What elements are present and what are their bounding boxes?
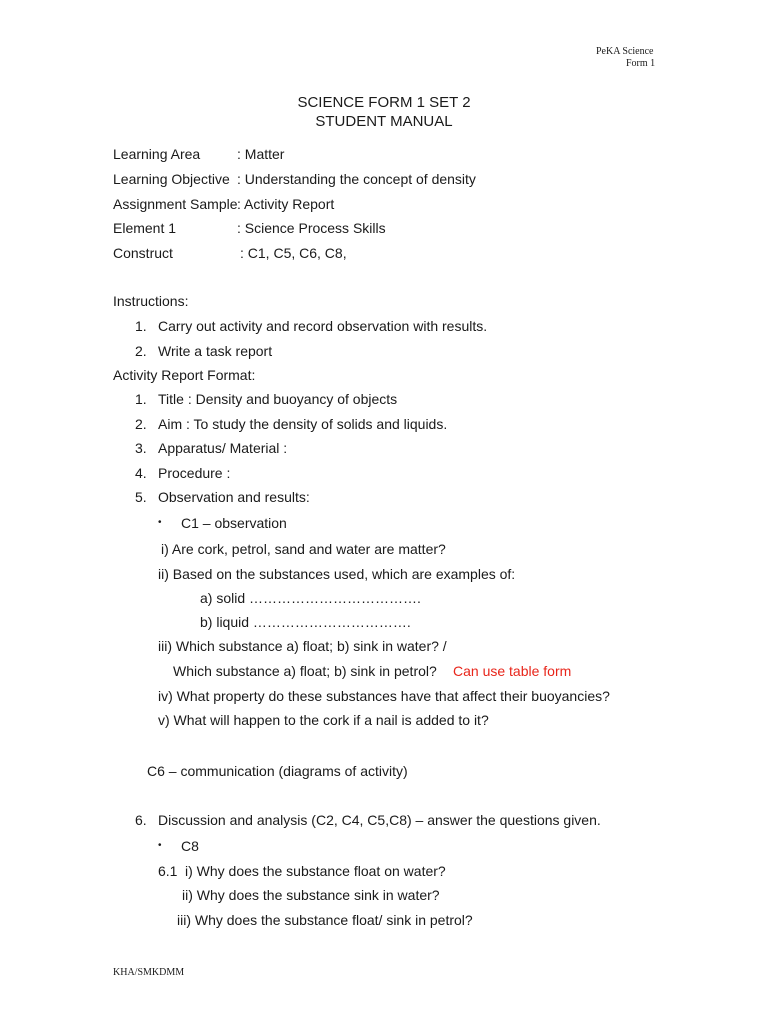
observation-question-2: ii) Based on the substances used, which are examples of: [158, 566, 516, 582]
instruction-num-1: 1. [135, 318, 147, 334]
observation-question-4: iv) What property do these substances have that affect their buoyancies? [158, 688, 610, 704]
instruction-text-2: Write a task report [158, 343, 273, 359]
header-form: Form 1 [626, 58, 656, 69]
meta-label-learning-area: Learning Area [113, 146, 201, 162]
page-title: SCIENCE FORM 1 SET 2 [297, 94, 471, 111]
meta-label-learning-objective: Learning Objective [113, 171, 230, 187]
c6-label: C6 – communication (diagrams of activity) [147, 763, 408, 779]
discussion-question-3: iii) Why does the substance float/ sink in petrol? [177, 912, 473, 928]
c1-label: C1 – observation [181, 515, 287, 531]
observation-question-2a: a) solid ………………………………. [200, 590, 421, 606]
report-item-num-3: 3. [135, 440, 147, 456]
header-subject: PeKA Science [596, 46, 654, 57]
instructions-heading: Instructions: [113, 293, 189, 309]
meta-label-assignment-sample: Assignment Sample [113, 196, 238, 212]
report-item-text-3: Apparatus/ Material : [158, 440, 288, 456]
report-item-num-4: 4. [135, 465, 147, 481]
meta-label-construct: Construct [113, 245, 173, 261]
report-item-num-1: 1. [135, 391, 147, 407]
observation-question-2b: b) liquid ……………………………. [200, 614, 411, 630]
report-item-num-2: 2. [135, 416, 147, 432]
table-form-note: Can use table form [453, 663, 572, 679]
meta-value-learning-area: : Matter [237, 146, 285, 162]
bullet-c8: • [158, 840, 162, 851]
report-item-text-4: Procedure : [158, 465, 231, 481]
meta-value-learning-objective: : Understanding the concept of density [237, 171, 476, 187]
report-item-text-1: Title : Density and buoyancy of objects [158, 391, 398, 407]
meta-label-element: Element 1 [113, 220, 177, 236]
bullet-c1: • [158, 517, 162, 528]
report-item-num-5: 5. [135, 489, 147, 505]
report-item-text-5: Observation and results: [158, 489, 310, 505]
report-format-heading: Activity Report Format: [113, 367, 256, 383]
discussion-text: Discussion and analysis (C2, C4, C5,C8) – answer the questions given. [158, 812, 601, 828]
instruction-num-2: 2. [135, 343, 147, 359]
discussion-question-1: i) Why does the substance float on water? [185, 863, 446, 879]
instruction-text-1: Carry out activity and record observation with results. [158, 318, 488, 334]
report-item-text-2: Aim : To study the density of solids and liquids. [158, 416, 448, 432]
discussion-question-number: 6.1 [158, 863, 178, 879]
meta-value-element: : Science Process Skills [237, 220, 386, 236]
observation-question-1: i) Are cork, petrol, sand and water are matter? [161, 541, 446, 557]
meta-value-assignment-sample: : Activity Report [237, 196, 335, 212]
meta-value-construct: : C1, C5, C6, C8, [240, 245, 347, 261]
observation-question-3-line2: Which substance a) float; b) sink in petrol? [173, 663, 437, 679]
discussion-num: 6. [135, 812, 147, 828]
page-subtitle: STUDENT MANUAL [315, 113, 453, 130]
discussion-question-2: ii) Why does the substance sink in water? [182, 887, 440, 903]
footer-code: KHA/SMKDMM [113, 967, 185, 978]
observation-question-5: v) What will happen to the cork if a nail is added to it? [158, 712, 489, 728]
observation-question-3-line1: iii) Which substance a) float; b) sink in water? / [158, 638, 447, 654]
c8-label: C8 [181, 838, 199, 854]
